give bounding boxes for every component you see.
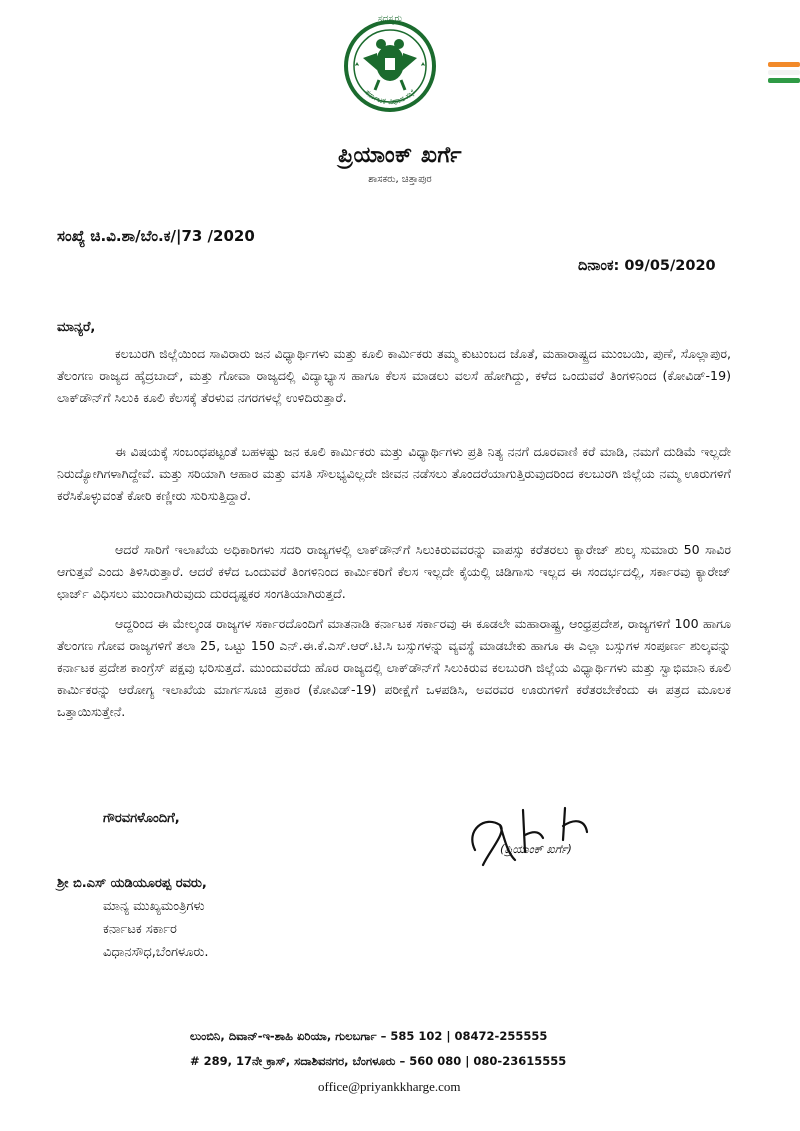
footer xyxy=(190,1024,566,1099)
addressee-title: ಮಾನ್ಯ ಮುಖ್ಯಮಂತ್ರಿಗಳು xyxy=(103,899,205,914)
tricolour-white xyxy=(768,70,800,75)
salutation: ಮಾನ್ಯರೆ, xyxy=(57,320,96,335)
closing: ಗೌರವಗಳೊಂದಿಗೆ, xyxy=(103,811,180,826)
addressee-name: ಶ್ರೀ ಬಿ.ಎಸ್ ಯಡಿಯೂರಪ್ಪ ರವರು, xyxy=(57,876,207,891)
signature-caption: (ಪ್ರಿಯಾಂಕ್ ಖರ್ಗೆ) xyxy=(500,842,572,856)
footer-email: office@priyankkharge.com xyxy=(318,1079,461,1094)
paragraph-4: ಆದ್ದರಿಂದ ಈ ಮೇಲ್ಕಂಡ ರಾಜ್ಯಗಳ ಸರ್ಕಾರದೊಂದಿಗೆ ಮಾತನಾಡಿ ಕರ್ನಾಟಕ ಸರ್ಕಾರವು ಈ ಕೂಡಲೇ ಮಹಾರಾಷ್ಟ್ರ, ಆಂಧ್ರಪ್ರದೇಶ, ರಾಜ್ಯಗಳಿಗೆ 100 ಹಾಗೂ ತೆಲಂಗಣ ಗೋವ ರಾಜ್ಯಗಳಿಗೆ ತಲಾ 25, ಒಟ್ಟು 150 ಎನ್.ಈ.ಕೆ.ಎಸ್.ಆರ್.ಟಿ.ಸಿ ಬಸ್ಸುಗಳನ್ನು ವ್ಯವಸ್ಥೆ ಮಾಡಬೇಕು ಹಾಗೂ ಈ ಎಲ್ಲಾ ಬಸ್ಸುಗಳ ಸಂಪೂರ್ಣ ಶುಲ್ಕವನ್ನು ಕರ್ನಾಟಕ ಪ್ರದೇಶ ಕಾಂಗ್ರೆಸ್ ಪಕ್ಷವು ಭರಿಸುತ್ತದೆ. ಮುಂದುವರೆದು ಹೊರ ರಾಜ್ಯದಲ್ಲಿ ಲಾಕ್‌ಡೌನ್‌ಗೆ ಸಿಲುಕಿರುವ ಕಲಬುರಗಿ ಜಿಲ್ಲೆಯ ವಿಧ್ಯಾರ್ಥಿಗಳು ಮತ್ತು ಸ್ವಾಭಿಮಾನಿ ಕೂಲಿ ಕಾರ್ಮಿಕರನ್ನು ಆರೋಗ್ಯ ಇಲಾಖೆಯ ಮಾರ್ಗಸೂಚಿ ಪ್ರಕಾರ (ಕೋವಿಡ್-19) ಪರೀಕ್ಷೆಗೆ ಒಳಪಡಿಸಿ, ಅವರವರ ಊರುಗಳಿಗೆ ಕರೆತರಬೇಕೆಂದು ಈ ಪತ್ರದ ಮೂಲಕ ಒತ್ತಾಯಿಸುತ್ತೇನೆ. xyxy=(57,616,731,719)
emblem-ring-text: ಕರ್ನಾಟಕ ವಿಧಾನ ಸಭೆ xyxy=(363,87,417,107)
karnataka-assembly-emblem xyxy=(335,8,445,118)
tricolour-saffron xyxy=(768,62,800,67)
paragraph-1: ಕಲಬುರಗಿ ಜಿಲ್ಲೆಯಿಂದ ಸಾವಿರಾರು ಜನ ವಿಧ್ಯಾರ್ಥಿಗಳು ಮತ್ತು ಕೂಲಿ ಕಾರ್ಮಿಕರು ತಮ್ಮ ಕುಟುಂಬದ ಜೊತೆ, ಮಹಾರಾಷ್ಟ್ರದ ಮುಂಬಯಿ, ಪುಣೆ, ಸೊಲ್ಲಾಪುರ, ತೆಲಂಗಣ ರಾಜ್ಯದ ಹೈದ್ರಬಾದ್, ಮತ್ತು ಗೋವಾ ರಾಜ್ಯದಲ್ಲಿ ವಿದ್ಯಾಭ್ಯಾಸ ಹಾಗೂ ಕೆಲಸ ಮಾಡಲು ವಲಸೆ ಹೋಗಿದ್ದು, ಕಳೆದ ಒಂದುವರೆ ತಿಂಗಳಿನಿಂದ (ಕೋವಿಡ್-19) ಲಾಕ್‌ಡೌನ್‌ಗೆ ಸಿಲುಕಿ ಕೂಲಿ ಕೆಲಸಕ್ಕೆ ತೆರಳುವ ನಗರಗಳಲ್ಲೆ ಉಳಿದಿರುತ್ತಾರೆ. xyxy=(57,346,731,405)
letter-date: ದಿನಾಂಕ: 09/05/2020 xyxy=(578,258,716,274)
reference-number: ಸಂಖ್ಯೆ ಚಿ.ವಿ.ಶಾ/ಬೆಂ.ಕ/|73 /2020 xyxy=(57,227,255,245)
letterhead-designation: ಶಾಸಕರು, ಚಿತ್ತಾಪುರ xyxy=(368,174,432,185)
letterhead-name: ಪ್ರಿಯಾಂಕ್ ಖರ್ಗೆ xyxy=(337,143,463,168)
svg-text:ಕರ್ನಾಟಕ ವಿಧಾನ ಸಭೆ xyxy=(363,87,417,106)
emblem-top-text: ಸದಸ್ಯರು xyxy=(377,14,403,24)
tricolour-green xyxy=(768,78,800,83)
addressee-office: ಕರ್ನಾಟಕ ಸರ್ಕಾರ xyxy=(103,922,177,937)
addressee-block xyxy=(57,872,209,964)
addressee-location: ವಿಧಾನಸೌಧ,ಬೆಂಗಳೂರು. xyxy=(103,945,209,960)
paragraph-3: ಆದರೆ ಸಾರಿಗೆ ಇಲಾಖೆಯ ಅಧಿಕಾರಿಗಳು ಸದರಿ ರಾಜ್ಯಗಳಲ್ಲಿ ಲಾಕ್‌ಡೌನ್‌ಗೆ ಸಿಲುಕಿರುವವರನ್ನು ವಾಪಸ್ಸು ಕರೆತರಲು ಕ್ಯಾರೇಜ್ ಶುಲ್ಕ ಸುಮಾರು 50 ಸಾವಿರ ಆಗುತ್ತವೆ ಎಂದು ತಿಳಿಸಿರುತ್ತಾರೆ. ಆದರೆ ಕಳೆದ ಒಂದುವರೆ ತಿಂಗಳಿನಿಂದ ಕಾರ್ಮಿಕರಿಗೆ ಕೆಲಸ ಇಲ್ಲದೇ ಕೈಯಲ್ಲಿ ಚಿಡಿಗಾಸು ಇಲ್ಲದ ಈ ಸಂದರ್ಭದಲ್ಲಿ, ಸರ್ಕಾರವು ಕ್ಯಾರೇಜ್ ಛಾರ್ಜ್ ವಿಧಿಸಲು ಮುಂದಾಗಿರುವುದು ದುರದೃಷ್ಟಕರ ಸಂಗತಿಯಾಗಿರುತ್ತದೆ. xyxy=(57,542,731,601)
footer-address-bengaluru: # 289, 17ನೇ ಕ್ರಾಸ್, ಸದಾಶಿವನಗರ, ಬೆಂಗಳೂರು – 560 080 | 080-23615555 xyxy=(190,1054,567,1068)
footer-address-gulbarga: ಲುಂಬಿನಿ, ದಿವಾನ್-ಇ-ಶಾಹಿ ಏರಿಯಾ, ಗುಲಬರ್ಗಾ – 585 102 | 08472-255555 xyxy=(190,1029,548,1043)
handwritten-signature xyxy=(445,790,625,880)
paragraph-2: ಈ ವಿಷಯಕ್ಕೆ ಸಂಬಂಧಪಟ್ಟಂತೆ ಬಹಳಷ್ಟು ಜನ ಕೂಲಿ ಕಾರ್ಮಿಕರು ಮತ್ತು ವಿಧ್ಯಾರ್ಥಿಗಳು ಪ್ರತಿ ನಿತ್ಯ ನನಗೆ ದೂರವಾಣಿ ಕರೆ ಮಾಡಿ, ನಮಗೆ ದುಡಿಮೆ ಇಲ್ಲದೇ ನಿರುದ್ಯೋಗಿಗಳಾಗಿದ್ದೇವೆ. ಮತ್ತು ಸರಿಯಾಗಿ ಆಹಾರ ಮತ್ತು ವಸತಿ ಸೌಲಭ್ಯವಿಲ್ಲದೇ ಜೀವನ ನಡೆಸಲು ತೊಂದರೆಯಾಗುತ್ತಿರುವುದರಿಂದ ಕಲಬುರಗಿ ಜಿಲ್ಲೆಯ ನಮ್ಮ ಊರುಗಳಿಗೆ ಕರೆಸಿಕೊಳ್ಳುವಂತೆ ಕೋರಿ ಕಣ್ಣೀರು ಸುರಿಸುತ್ತಿದ್ದಾರೆ. xyxy=(57,444,731,503)
